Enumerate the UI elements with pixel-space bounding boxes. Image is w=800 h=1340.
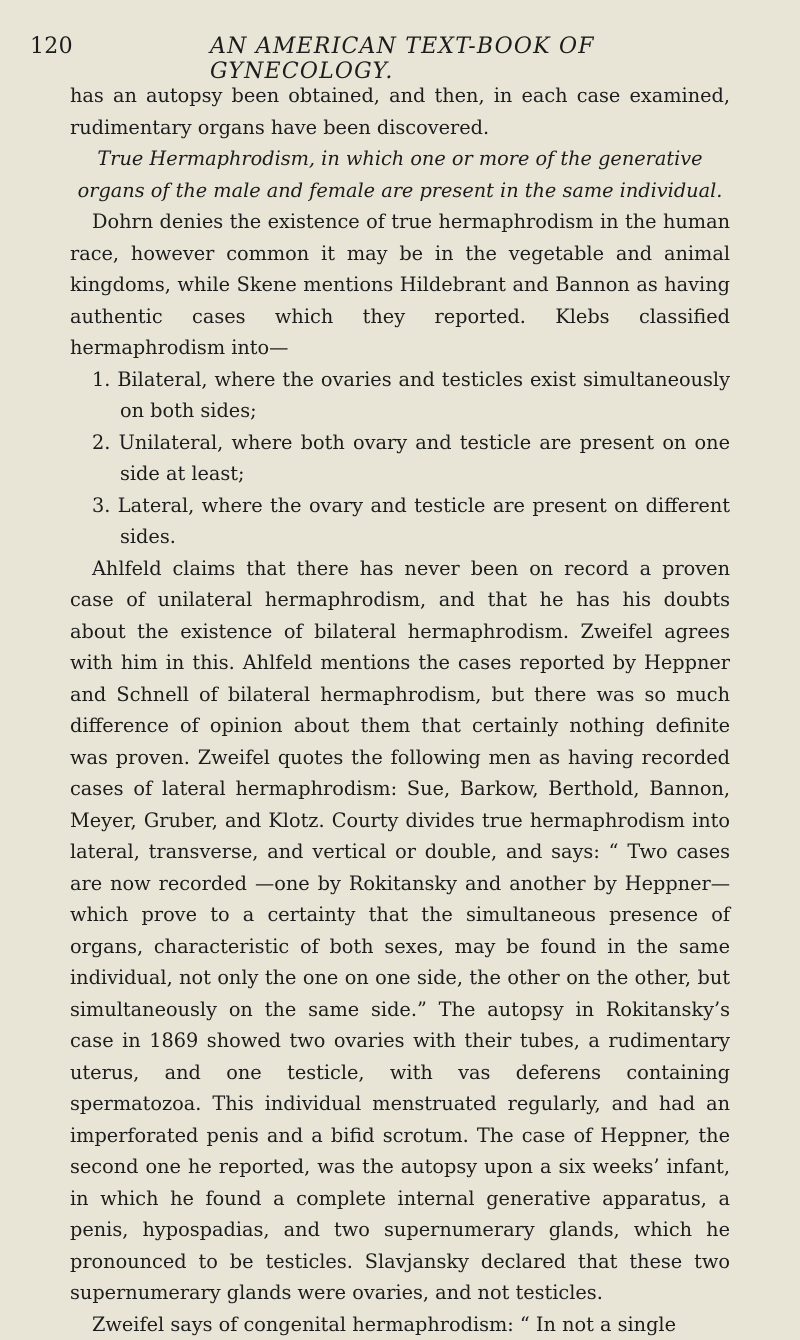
intro-paragraph: has an autopsy been obtained, and then, in each case examined, rudimentary organs have been discovered. — [70, 80, 730, 143]
dohrn-paragraph: Dohrn denies the existence of true hermaphrodism in the human race, however common it may be in the vegetable and animal kingdoms, while Skene mentions Hildebrant and Bannon as having authentic cases which they reported. Klebs classified hermaphrodism into— — [70, 206, 730, 364]
body-text — [70, 80, 730, 1340]
list-item-unilateral: 2. Unilateral, where both ovary and testicle are present on one side at least; — [70, 427, 730, 490]
running-head — [30, 34, 770, 64]
section-heading: True Hermaphrodism, in which one or more of the generative organs of the male and female are present in the same individual. — [70, 143, 730, 206]
list-item-bilateral: 1. Bilateral, where the ovaries and testicles exist simultaneously on both sides; — [70, 364, 730, 427]
list-item-lateral: 3. Lateral, where the ovary and testicle are present on different sides. — [70, 490, 730, 553]
page-number: 120 — [30, 34, 73, 59]
zweifel-paragraph: Zweifel says of congenital hermaphrodism: “ In not a single — [70, 1309, 730, 1340]
ahlfeld-paragraph: Ahlfeld claims that there has never been on record a proven case of unilateral hermaphrodism, and that he has his doubts about the existence of bilateral hermaphrodism. Zweifel agrees with him in this. Ahlfeld mentions the cases reported by Heppner and Schnell of bilateral hermaphrodism, but there was so much difference of opinion about them that certainly nothing definite was proven. Zweifel quotes the following men as having recorded cases of lateral hermaphrodism: Sue, Barkow, Berthold, Bannon, Meyer, Gruber, and Klotz. Courty divides true hermaphrodism into lateral, transverse, and vertical or double, and says: “ Two cases are now recorded —one by Rokitansky and another by Heppner—which prove to a certainty that the simultaneous presence of organs, characteristic of both sexes, may be found in the same individual, not only the one on one side, the other on the other, but simultaneously on the same side.” The autopsy in Rokitansky’s case in 1869 showed two ovaries with their tubes, a rudimentary uterus, and one testicle, with vas deferens containing spermatozoa. This individual menstruated regularly, and had an imperforated penis and a bifid scrotum. The case of Heppner, the second one he reported, was the autopsy upon a six weeks’ infant, in which he found a complete internal generative apparatus, a penis, hypospadias, and two supernumerary glands, which he pronounced to be testicles. Slavjansky declared that these two supernumerary glands were ovaries, and not testicles. — [70, 553, 730, 1309]
book-title: AN AMERICAN TEXT-BOOK OF GYNECOLOGY. — [210, 34, 770, 84]
